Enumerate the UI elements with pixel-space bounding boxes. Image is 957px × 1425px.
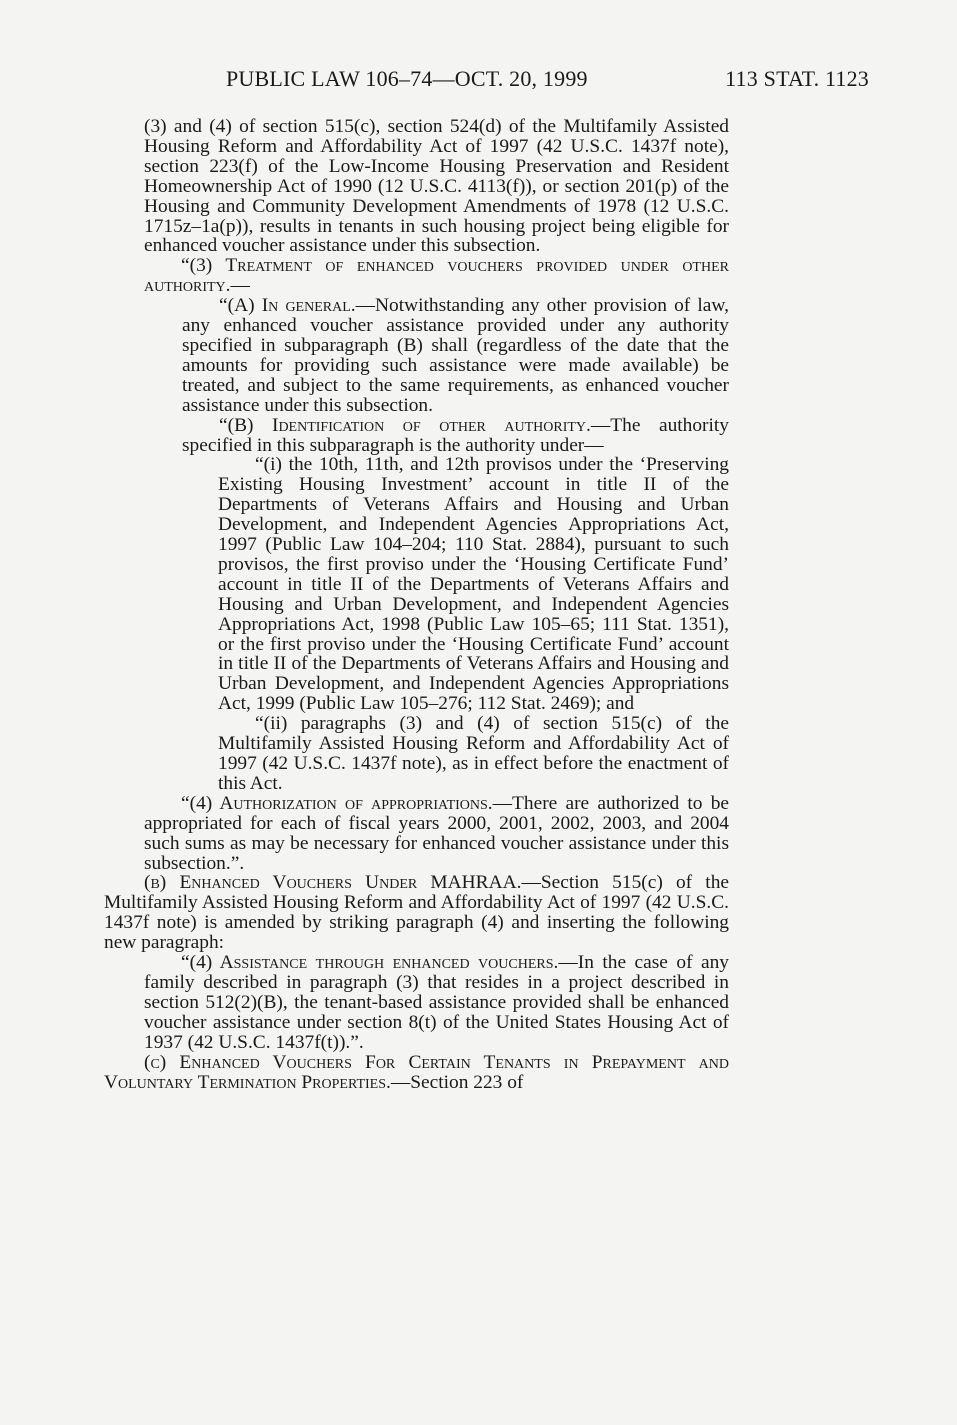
subsection-b (104, 873, 729, 953)
paragraph-4-text: —There are authorized to be appropriated for each of fiscal years 2000, 2001, 2002, 2003, and 2004 such sums as may be necessary for enhanced voucher assistance under this subsection.”. (144, 792, 729, 874)
statute-page-number: 113 STAT. 1123 (725, 66, 869, 91)
subsection-c (104, 1053, 729, 1093)
paragraph-4-heading: “(4) Authorization of appropriations. (181, 792, 493, 814)
clause-ii: “(ii) paragraphs (3) and (4) of section 515(c) of the Multifamily Assisted Housing Reform and Affordability Act of 1997 (42 U.S.C. 1437f note), as in effect before the enactment of this Act. (218, 713, 729, 794)
running-title: PUBLIC LAW 106–74—OCT. 20, 1999 (226, 66, 588, 91)
subsection-b-text: —Section 515(c) of the Multifamily Assisted Housing Reform and Affordability Act of 1997 (42 U.S.C. 1437f note) is amended by striking paragraph (4) and inserting the following new paragraph: (104, 872, 729, 954)
subsection-b-heading: (b) Enhanced Vouchers Under MAHRAA. (144, 872, 522, 894)
quoted-paragraph-4 (144, 953, 729, 1053)
subparagraph-a (182, 296, 729, 415)
subsection-c-text: —Section 223 of (390, 1071, 524, 1093)
page-header (0, 60, 957, 100)
paragraph-4 (144, 794, 729, 874)
subparagraph-b-text: —The authority specified in this subparagraph is the authority under— (182, 414, 729, 456)
subparagraph-a-heading: “(A) In general. (219, 295, 356, 317)
quoted-paragraph-4-heading: “(4) Assistance through enhanced vouchers. (181, 952, 559, 974)
subsection-c-heading: (c) Enhanced Vouchers For Certain Tenants in Prepayment and Voluntary Termination Properties. (104, 1051, 729, 1093)
quoted-paragraph-4-text: —In the case of any family described in paragraph (3) that resides in a project described in section 512(2)(B), the tenant-based assistance provided shall be enhanced voucher assistance under section 8(t) of the United States Housing Act of 1937 (42 U.S.C. 1437f(t)).”. (144, 952, 730, 1053)
document-body (0, 117, 957, 1092)
subparagraph-b-heading: “(B) Identification of other authority. (219, 414, 591, 436)
paragraph-3-heading-text: “(3) Treatment of enhanced vouchers provided under other authority.— (144, 255, 729, 297)
paragraph-continuation: (3) and (4) of section 515(c), section 524(d) of the Multifamily Assisted Housing Reform and Affordability Act of 1997 (42 U.S.C. 1437f note), section 223(f) of the Low-Income Housing Preservation and Resident Homeownership Act of 1990 (12 U.S.C. 4113(f)), or section 201(p) of the Housing and Community Development Amendments of 1978 (12 U.S.C. 1715z–1a(p)), results in tenants in such housing project being eligible for enhanced voucher assistance under this subsection. (144, 116, 729, 257)
subparagraph-a-text: —Notwithstanding any other provision of law, any enhanced voucher assistance provided under any authority specified in subparagraph (B) shall (regardless of the date that the amounts for providing such assistance were made available) be treated, and subject to the same requirements, as enhanced voucher assistance under this subsection. (182, 295, 729, 416)
subparagraph-b (182, 416, 729, 456)
paragraph-3-heading (144, 256, 729, 296)
clause-i: “(i) the 10th, 11th, and 12th provisos under the ‘Preserving Existing Housing Investment’ account in title II of the Departments of Veterans Affairs and Housing and Urban Development, and Independent Agencies Appropriations Act, 1997 (Public Law 104–204; 110 Stat. 2884), pursuant to such provisos, the first proviso under the ‘Housing Certificate Fund’ account in title II of the Departments of Veterans Affairs and Housing and Urban Development, and Independent Agencies Appropriations Act, 1998 (Public Law 105–65; 111 Stat. 1351), or the first proviso under the ‘Housing Certificate Fund’ account in title II of the Departments of Veterans Affairs and Housing and Urban Development, and Independent Agencies Appropriations Act, 1999 (Public Law 105–276; 112 Stat. 2469); and (218, 454, 729, 715)
